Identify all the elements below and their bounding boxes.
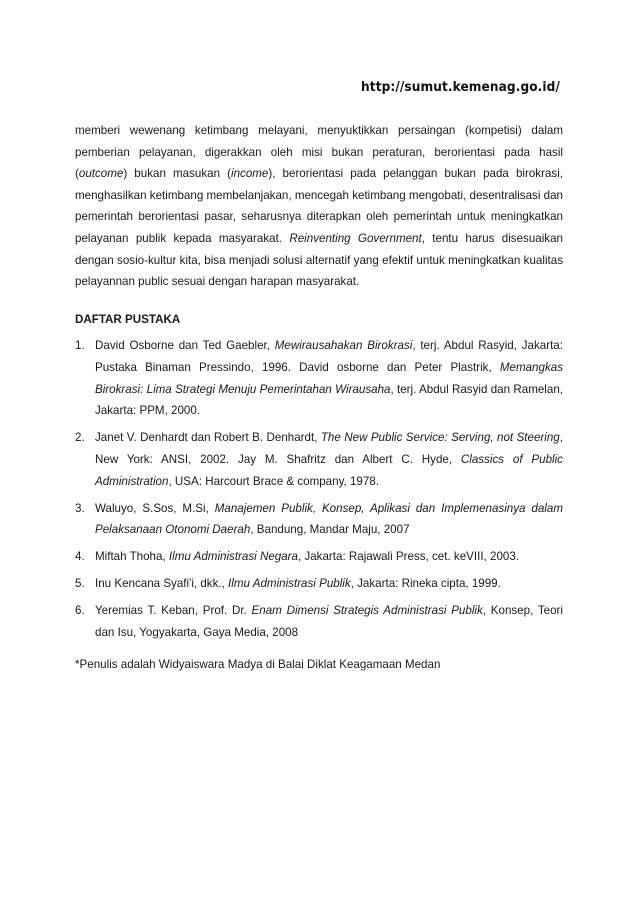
bibliography-title: DAFTAR PUSTAKA [75,313,181,326]
bibliography-item [75,427,563,492]
bibliography-item [75,498,563,542]
text-segment: , Bandung, Mandar Maju, 2007 [250,523,410,537]
italic-segment: outcome [78,167,124,181]
italic-segment: Manajemen Publik, Konsep, Aplikasi dan Implemenasinya dalam Pelaksanaan Otonomi Daerah [95,501,563,537]
body-paragraph [75,120,563,293]
text-segment: Inu Kencana Syafi'i, dkk., [95,576,229,590]
italic-segment: Ilmu Administrasi Publik [228,576,351,590]
text-segment: Yeremias T. Keban, Prof. Dr. [95,603,252,617]
bibliography-item [75,335,563,422]
text-segment: , terj. Abdul Rasyid, Jakarta: Pustaka Binaman Pressindo, 1996. David osborne dan Peter Plastrik, [95,339,563,374]
italic-segment: Classics of Public Administration [95,452,563,488]
italic-segment: Ilmu Administrasi Negara [168,550,298,564]
text-segment: , tentu harus disesuaikan dengan sosio-kultur kita, bisa menjadi solusi alternatif yang efektif untuk meningkatkan kualitas pelayannan public sesuai dengan harapan masyarakat. [75,231,563,289]
text-segment: , terj. Abdul Rasyid dan Ramelan, Jakarta: PPM, 2000. [95,382,563,418]
item-number: 6. [75,603,85,617]
text-segment: ), berorientasi pada pelanggan bukan pada birokrasi, menghasilkan ketimbang membelanjakan, mencegah ketimbang mengobati, desentralisasi dan pemerintah berorientasi pasar, seharusnya diterapkan oleh pemerintah untuk meningkatkan pelayanan publik kepada masyarakat. [75,167,563,245]
item-number: 2. [75,431,85,445]
bibliography-item [75,600,563,644]
italic-segment: Mewirausahakan Birokrasi [274,339,413,352]
text-segment: Waluyo, S.Sos, M.Si, [95,501,215,515]
italic-segment: Enam Dimensi Strategis Administrasi Publik [251,603,483,617]
item-number: 5. [75,576,85,590]
italic-segment: The New Public Service: Serving, not Steering [320,431,560,445]
italic-segment: Reinventing Government [289,231,422,245]
text-segment: , USA: Harcourt Brace & company, 1978. [168,474,379,488]
text-segment: , Konsep, Teori dan Isu, Yogyakarta, Gaya Media, 2008 [95,603,563,639]
text-segment: , Jakarta: Rajawali Press, cet. keVIII, 2003. [297,550,520,564]
author-footnote: *Penulis adalah Widyaiswara Madya di Balai Diklat Keagamaan Medan [75,658,441,671]
item-number: 1. [75,339,85,352]
item-number: 3. [75,501,85,515]
header-url: http://sumut.kemenag.go.id/ [361,79,560,95]
text-segment: David Osborne dan Ted Gaebler, [95,339,275,352]
bibliography-item [75,573,563,595]
item-number: 4. [75,550,85,564]
text-segment: Janet V. Denhardt dan Robert B. Denhardt, [95,431,321,445]
bibliography-list [75,335,563,648]
text-segment: memberi wewenang ketimbang melayani, menyuktikkan persaingan (kompetisi) dalam pemberian pelayanan, digerakkan oleh misi bukan peraturan, berorientasi pada hasil ( [75,124,563,181]
text-segment: , New York: ANSI, 2002. Jay M. Shafritz dan Albert C. Hyde, [95,431,563,466]
bibliography-item [75,546,563,568]
italic-segment: Memangkas Birokrasi: Lima Strategi Menuju Pemerintahan Wirausaha [95,360,563,396]
text-segment: ) bukan masukan ( [123,167,231,181]
text-segment: Miftah Thoha, [95,550,169,564]
italic-segment: income [231,167,269,181]
text-segment: , Jakarta: Rineka cipta, 1999. [350,576,501,590]
